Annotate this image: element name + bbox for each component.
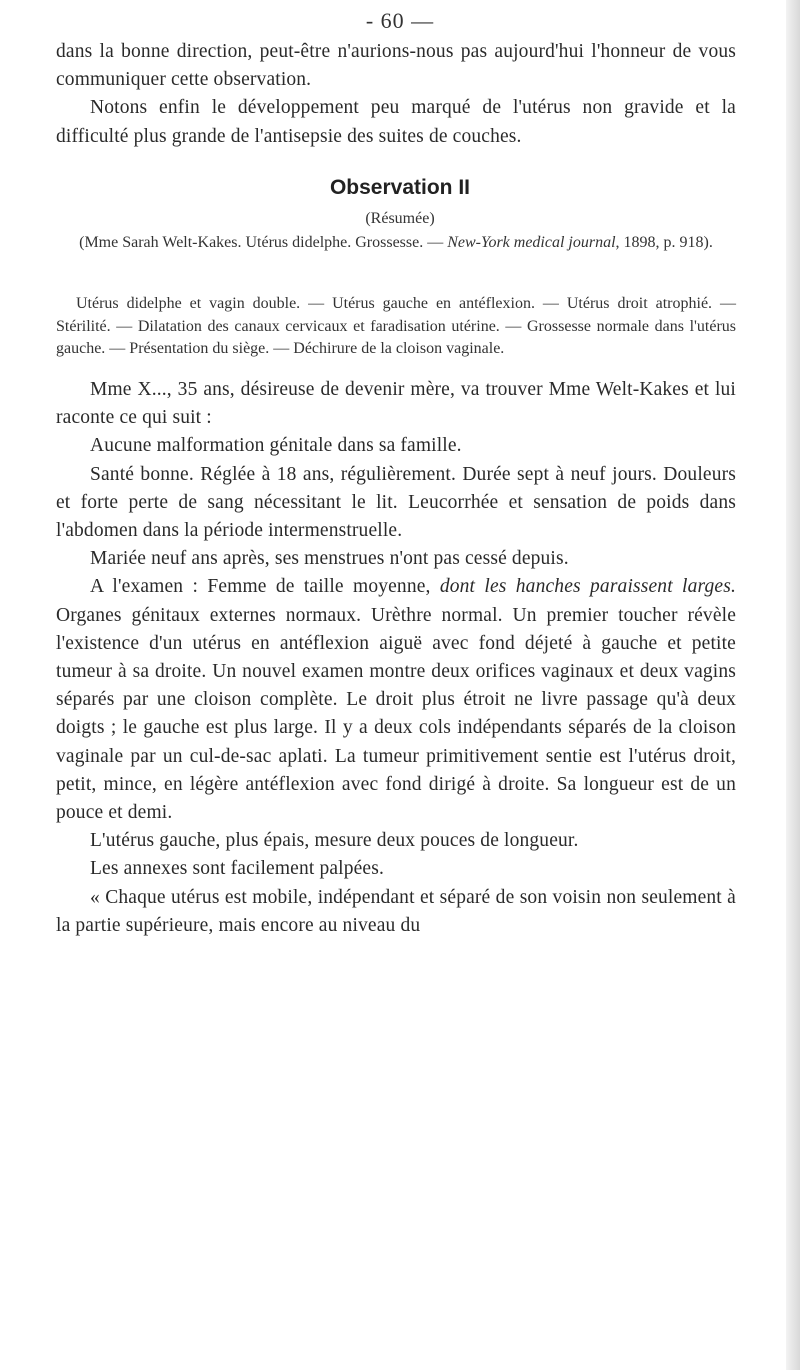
citation-journal: New-York medical journal [447,234,616,251]
body-paragraph-annexes: Les annexes sont facilement palpées. [90,858,384,880]
observation-body [56,376,736,940]
intro-paragraph-notons: Notons enfin le développement peu marqué de l'utérus non gravide et la difficulté plus grande de l'antisepsie des suites de couches. [56,97,736,147]
page-number: - 60 — [365,8,435,33]
body-paragraph-left-uterus: L'utérus gauche, plus épais, mesure deux pouces de longueur. [90,830,579,852]
citation-text: (Mme Sarah Welt-Kakes. Utérus didelphe. Grossesse. — [79,234,448,251]
body-paragraph-patient: Mme X..., 35 ans, désireuse de devenir mère, va trouver Mme Welt-Kakes et lui raconte ce qui suit : [56,379,736,429]
intro-section [56,38,736,151]
body-paragraph-family: Aucune malformation génitale dans sa famille. [90,435,462,457]
body-paragraph-health: Santé bonne. Réglée à 18 ans, régulièrement. Durée sept à neuf jours. Douleurs et forte perte de sang nécessitant le lit. Leucorrhée et sensation de poids dans l'abdomen dans la période intermenstruelle. [56,463,736,542]
body-paragraph-marriage: Mariée neuf ans après, ses menstrues n'ont pas cessé depuis. [90,548,569,570]
examination-italic: dont les hanches paraissent larges. [439,576,737,598]
examination-rest: Organes génitaux externes normaux. Urèthre normal. Un premier toucher révèle l'existence d'un utérus en antéflexion aiguë avec fond déjeté à gauche et petite tumeur à sa droite. Un nouvel examen montre deux orifices vaginaux et deux vagins séparés par une cloison complète. Le droit plus étroit ne livre passage qu'à deux doigts ; le gauche est plus large. Il y a deux cols indépendants séparés de la cloison vaginale par un cul-de-sac aplati. La tumeur primitivement sentie est l'utérus droit, petit, mince, en légère antéflexion avec fond dirigé à droite. Sa longueur est de un pouce et demi. [56,604,736,824]
observation-citation [56,232,736,254]
observation-subtitle: (Résumée) [365,210,435,227]
body-paragraph-examination [56,573,736,827]
body-paragraph-quote: « Chaque utérus est mobile, indépendant et séparé de son voisin non seulement à la partie supérieure, mais encore au niveau du [56,886,736,936]
citation-reference: , 1898, p. 918). [615,234,713,251]
observation-title: Observation II [329,176,471,199]
intro-paragraph: dans la bonne direction, peut-être n'aurions-nous pas aujourd'hui l'honneur de vous communiquer cette observation. [56,41,736,91]
observation-summary: Utérus didelphe et vagin double. — Utérus gauche en antéflexion. — Utérus droit atrophié. — Stérilité. — Dilatation des canaux cervicaux et faradisation utérine. — Grossesse normale dans l'utérus gauche. — Présentation du siège. — Déchirure de la cloison vaginale. [56,295,736,357]
examination-start: A l'examen : Femme de taille moyenne, [90,576,440,598]
scan-edge-shadow [786,0,800,1370]
